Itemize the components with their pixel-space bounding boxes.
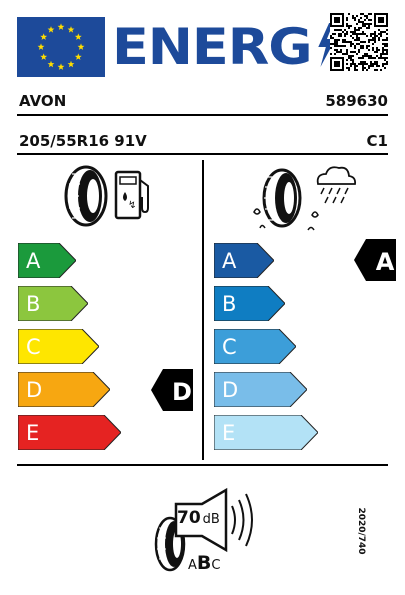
noise-class-scale <box>188 552 220 574</box>
wet-grip-class-d-arrow <box>214 372 307 407</box>
eu-star <box>40 33 47 40</box>
eu-star <box>75 33 82 40</box>
fuel-class-a-label: A <box>26 248 41 273</box>
energy-title <box>112 14 339 80</box>
wet-grip-class-c-label: C <box>222 334 237 359</box>
rain-cloud-icon <box>248 160 358 242</box>
tyre-size: 205/55R16 91V <box>19 132 147 150</box>
regulation-number: 2020/740 <box>356 507 366 555</box>
wet-grip-class-e-arrow <box>214 415 318 450</box>
eu-flag-icon <box>17 17 105 77</box>
energy-title-text: ENERG <box>112 18 312 76</box>
fuel-class-a-arrow <box>18 243 76 278</box>
column-divider <box>202 160 204 460</box>
wet-grip-rating-letter: A <box>375 248 395 276</box>
eu-star <box>68 61 75 68</box>
fuel-rating-marker <box>151 369 193 415</box>
qr-code-icon[interactable] <box>330 13 388 71</box>
fuel-class-b-label: B <box>26 291 41 316</box>
eu-star <box>40 53 47 60</box>
model-identifier: 589630 <box>325 92 388 110</box>
noise-value <box>177 508 220 528</box>
wet-grip-rating-marker <box>354 239 396 285</box>
fuel-class-d-arrow <box>18 372 110 407</box>
fuel-class-d-label: D <box>26 377 43 402</box>
wet-grip-class-b-arrow <box>214 286 285 321</box>
noise-db-value: 70 <box>177 508 201 528</box>
fuel-class-e-label: E <box>26 420 40 445</box>
eu-star <box>48 61 55 68</box>
header-divider <box>17 114 388 116</box>
eu-star <box>75 53 82 60</box>
bottom-divider <box>17 464 388 466</box>
eu-star <box>48 26 55 33</box>
svg-text:↯: ↯ <box>128 200 137 211</box>
wet-grip-class-c-arrow <box>214 329 296 364</box>
fuel-rating-letter: D <box>172 378 192 406</box>
noise-class-a: A <box>188 558 197 573</box>
fuel-class-e-arrow <box>18 415 121 450</box>
size-divider <box>17 153 388 155</box>
fuel-class-c-label: C <box>26 334 41 359</box>
noise-class-b: B <box>196 552 212 574</box>
noise-db-unit: dB <box>202 512 220 527</box>
wet-grip-class-a-label: A <box>222 248 237 273</box>
eu-star <box>38 43 45 50</box>
eu-star <box>78 43 85 50</box>
noise-class-c: C <box>211 558 221 573</box>
eu-star <box>58 63 65 70</box>
tyre-class: C1 <box>366 132 388 150</box>
supplier-name: AVON <box>19 92 67 110</box>
fuel-class-c-arrow <box>18 329 99 364</box>
fuel-class-b-arrow <box>18 286 88 321</box>
wet-grip-class-d-label: D <box>222 377 239 402</box>
wet-grip-class-b-label: B <box>222 291 237 316</box>
fuel-pump-icon <box>60 160 160 234</box>
eu-star <box>68 26 75 33</box>
eu-star <box>58 23 65 30</box>
wet-grip-class-e-label: E <box>222 420 236 445</box>
wet-grip-class-a-arrow <box>214 243 274 278</box>
